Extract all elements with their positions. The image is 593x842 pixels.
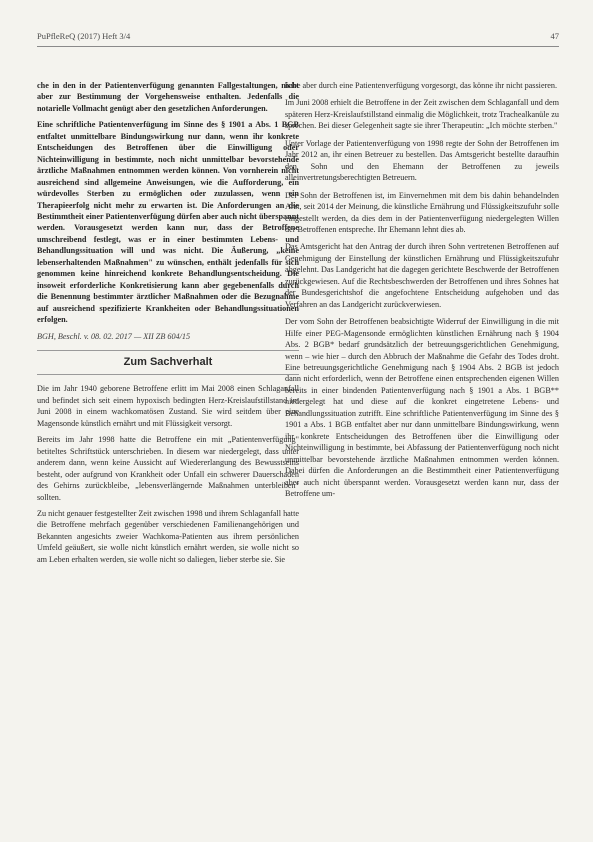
facts-paragraph: Unter Vorlage der Patientenverfügung von 1998 regte der Sohn der Betroffenen im Jahr 2012 an, ihr einen Betreuer zu bestellen. Das Amtsgericht bestellte daraufhin den Sohn und den Ehemann der Betroffenen zu jeweils alleinvertretungsberechtigten Betreuern. <box>285 138 559 183</box>
section-rule-bottom <box>37 374 299 375</box>
right-column <box>285 80 559 505</box>
guiding-principle: Eine schriftliche Patientenverfügung im Sinne des § 1901 a Abs. 1 BGB entfaltet unmittelbare Bindungswirkung nur dann, wenn ihr konkrete Entscheidungen des Betroffenen über die Einwilligung oder Nichteinwilligung in bestimmte, noch nicht unmittelbar bevorstehende ärztliche Maßnahmen entnommen werden können. Von vornherein nicht ausreichend sind allgemeine Anweisungen, wie die Aufforderung, ein würdevolles Sterben zu ermöglichen oder zuzulassen, wenn ein Therapieerfolg nicht mehr zu erwarten ist. Die Anforderungen an die Bestimmtheit einer Patientenverfügung dürfen aber auch nicht überspannt werden. Vorausgesetzt werden kann nur, dass der Betroffene umschreibend festlegt, was er in einer bestimmten Lebens- und Behandlungssituation will und was nicht. Die Äußerung, „keine lebenserhaltenden Maßnahmen" zu wünschen, enthält jedenfalls für sich genommen keine hinreichend konkrete Behandlungsentscheidung. Die insoweit erforderliche Konkretisierung kann aber gegebenenfalls durch die Benennung bestimmter ärztlicher Maßnahmen oder die Bezugnahme auf ausreichend spezifizierte Krankheiten oder Behandlungssituationen erfolgen. <box>37 120 299 325</box>
running-header <box>37 31 559 45</box>
facts-paragraph: Die im Jahr 1940 geborene Betroffene erlitt im Mai 2008 einen Schlaganfall und befindet sich seit einem hypoxisch bedingten Herz-Kreislaufstillstand im Juni 2008 in einem wachkomatösen Zustand. Sie wird seitdem über eine Magensonde künstlich ernährt und mit Flüssigkeit versorgt. <box>37 384 299 428</box>
facts-paragraph: Im Juni 2008 erhielt die Betroffene in der Zeit zwischen dem Schlaganfall und dem späteren Herz-Kreislaufstillstand einmalig die Möglichkeit, trotz Trachealkanüle zu sprechen. Bei dieser Gelegenheit sagte sie ihrer Therapeutin: „Ich möchte sterben." <box>285 98 559 131</box>
journal-title: PuPfleReQ (2017) Heft 3/4 <box>37 31 131 41</box>
facts-paragraph: Zu nicht genauer festgestellter Zeit zwischen 1998 und ihrem Schlaganfall hatte die Betroffene mehrfach gegenüber verschiedenen Familienangehörigen und Bekannten angesichts zweier Wachkoma-Patienten aus ihrem persönlichen Umfeld geäußert, sie wolle nicht künstlich ernährt werden, sie wolle nicht so am Leben erhalten werden, sie wolle nicht so daliegen, lieber sterbe sie. Sie <box>37 508 299 564</box>
page-number: 47 <box>550 31 559 41</box>
section-heading: Zum Sachverhalt <box>123 355 213 368</box>
left-column <box>37 80 299 570</box>
court-citation: BGH, Beschl. v. 08. 02. 2017 — XII ZB 604/15 <box>37 331 191 341</box>
header-rule <box>37 46 559 47</box>
facts-paragraph: Bereits im Jahr 1998 hatte die Betroffene ein mit „Patientenverfügung" betiteltes Schriftstück unterschrieben. In diesem war niedergelegt, dass unter anderem dann, wenn keine Aussicht auf Wiedererlangung des Bewusstseins besteht, oder aufgrund von Krankheit oder Unfall ein schwerer Dauerschaden des Gehirns zurückbleibe, „lebensverlängernde Maßnahmen unterbleiben" sollten. <box>37 435 299 502</box>
guiding-principle-continued: che in den in der Patientenverfügung genannten Fallgestaltungen, nicht aber zur Bestimmung der Vorgehensweise enthalten. Jedenfalls die notarielle Vollmacht genügt aber den gesetzlichen Anforderungen. <box>37 81 299 113</box>
facts-paragraph: Das Amtsgericht hat den Antrag der durch ihren Sohn vertretenen Betroffenen auf Genehmigung der Einstellung der künstlichen Ernährung und Flüssigkeitszufuhr abgelehnt. Das Landgericht hat die dagegen gerichtete Beschwerde der Betroffenen zurückgewiesen. Auf die Rechtsbeschwerden der Betroffenen und ihres Sohnes hat der Bundesgerichtshof die angefochtene Entscheidung aufgehoben und das Verfahren an das Landgericht zurückverwiesen. <box>285 242 559 309</box>
legal-reasoning-paragraph: Der vom Sohn der Betroffenen beabsichtigte Widerruf der Einwilligung in die mit Hilfe einer PEG-Magensonde ermöglichten künstlichen Ernährung nach § 1904 Abs. 2 BGB* bedarf grundsätzlich der betreuungsgerichtlichen Genehmigung, wenn – wie hier – durch den Abbruch der Maßnahme die Gefahr des Todes droht. Eine betreuungsgerichtliche Genehmigung nach § 1904 Abs. 2 BGB ist jedoch dann nicht erforderlich, wenn der Betroffene einen entsprechenden eigenen Willen bereits in einer bindenden Patientenverfügung nach § 1901 a Abs. 1 BGB** niedergelegt hat und diese auf die konkret eingetretene Lebens- und Behandlungssituation zutrifft. Eine schriftliche Patientenverfügung im Sinne des § 1901 a Abs. 1 BGB entfaltet aber nur dann unmittelbare Bindungswirkung, wenn ihr konkrete Entscheidungen des Betroffenen über die Einwilligung oder Nichteinwilligung in bestimmte, bei Abfassung der Patientenverfügung noch nicht unmittelbar bevorstehende ärztliche Maßnahmen entnommen werden können. Dabei dürfen die Anforderungen an die Bestimmtheit einer Patientenverfügung aber auch nicht überspannt werden. Vorausgesetzt werden kann nur, dass der Betroffene um- <box>285 317 559 498</box>
facts-paragraph: Der Sohn der Betroffenen ist, im Einvernehmen mit dem bis dahin behandelnden Arzt, seit 2014 der Meinung, die künstliche Ernährung und Flüssigkeitszufuhr solle eingestellt werden, da dies dem in der Patientenverfügung niedergelegten Willen der Betroffenen entspreche. Ihr Ehemann lehnt dies ab. <box>285 190 559 234</box>
facts-paragraph: habe aber durch eine Patientenverfügung vorgesorgt, das könne ihr nicht passieren. <box>285 81 558 90</box>
section-rule-top <box>37 350 299 351</box>
